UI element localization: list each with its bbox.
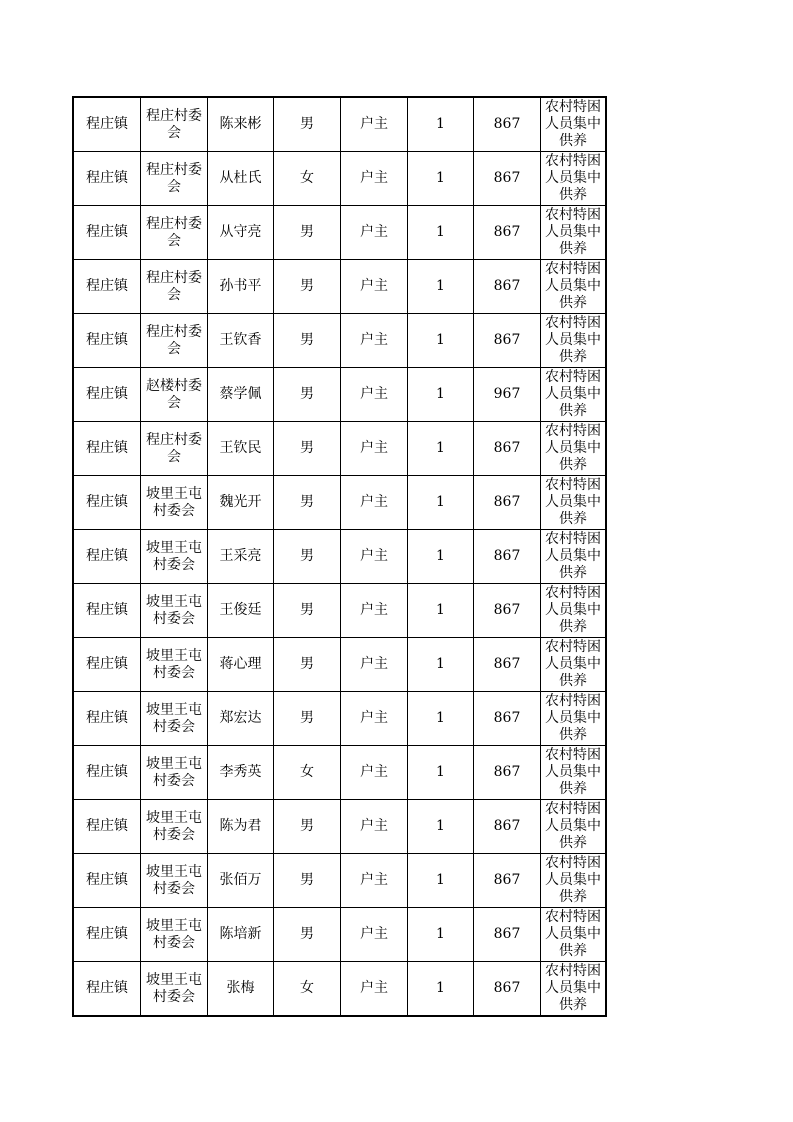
village-cell-text: 坡里王屯村委会 — [146, 809, 202, 843]
village-cell — [141, 422, 208, 476]
count-cell — [408, 692, 474, 746]
gender-cell-text: 男 — [300, 278, 314, 294]
village-cell-text: 坡里王屯村委会 — [146, 539, 202, 573]
town-cell-text: 程庄镇 — [86, 602, 128, 618]
name-cell — [208, 800, 274, 854]
count-cell — [408, 530, 474, 584]
relation-cell-text: 户主 — [360, 278, 388, 294]
village-cell-text: 程庄村委会 — [146, 107, 202, 141]
town-cell — [73, 584, 141, 638]
gender-cell-text: 男 — [300, 872, 314, 888]
count-cell — [408, 260, 474, 314]
gender-cell-text: 男 — [300, 224, 314, 240]
gender-cell — [274, 746, 341, 800]
name-cell — [208, 97, 274, 152]
village-cell — [141, 962, 208, 1017]
count-cell — [408, 638, 474, 692]
table-row — [73, 476, 606, 530]
village-cell-text: 程庄村委会 — [146, 161, 202, 195]
village-cell — [141, 746, 208, 800]
amount-cell — [474, 476, 541, 530]
table-row — [73, 746, 606, 800]
village-cell-text: 坡里王屯村委会 — [146, 971, 202, 1005]
amount-cell — [474, 422, 541, 476]
amount-cell-text: 867 — [493, 494, 521, 510]
amount-cell — [474, 800, 541, 854]
gender-cell-text: 男 — [300, 386, 314, 402]
gender-cell-text: 男 — [300, 116, 314, 132]
amount-cell-text: 867 — [493, 602, 521, 618]
town-cell-text: 程庄镇 — [86, 872, 128, 888]
village-cell — [141, 152, 208, 206]
assistance-type-cell-text: 农村特困人员集中供养 — [545, 639, 601, 689]
town-cell-text: 程庄镇 — [86, 818, 128, 834]
relation-cell — [341, 908, 408, 962]
town-cell-text: 程庄镇 — [86, 386, 128, 402]
assistance-type-cell-text: 农村特困人员集中供养 — [545, 801, 601, 851]
village-cell-text: 程庄村委会 — [146, 215, 202, 249]
table-row — [73, 692, 606, 746]
relation-cell-text: 户主 — [360, 548, 388, 564]
relation-cell-text: 户主 — [360, 602, 388, 618]
gender-cell — [274, 476, 341, 530]
count-cell-text: 1 — [436, 170, 445, 186]
town-cell-text: 程庄镇 — [86, 980, 128, 996]
town-cell — [73, 692, 141, 746]
count-cell — [408, 476, 474, 530]
town-cell-text: 程庄镇 — [86, 494, 128, 510]
table-row — [73, 638, 606, 692]
assistance-type-cell — [541, 97, 607, 152]
relation-cell — [341, 368, 408, 422]
village-cell — [141, 908, 208, 962]
table-row — [73, 206, 606, 260]
gender-cell — [274, 800, 341, 854]
assistance-type-cell-text: 农村特困人员集中供养 — [545, 369, 601, 419]
town-cell — [73, 152, 141, 206]
name-cell — [208, 152, 274, 206]
village-cell-text: 程庄村委会 — [146, 431, 202, 465]
assistance-type-cell — [541, 368, 607, 422]
assistance-type-cell — [541, 800, 607, 854]
amount-cell-text: 867 — [493, 224, 521, 240]
amount-cell-text: 867 — [493, 332, 521, 348]
amount-cell — [474, 260, 541, 314]
assistance-type-cell-text: 农村特困人员集中供养 — [545, 855, 601, 905]
relation-cell-text: 户主 — [360, 170, 388, 186]
count-cell-text: 1 — [436, 926, 445, 942]
name-cell — [208, 962, 274, 1017]
town-cell-text: 程庄镇 — [86, 116, 128, 132]
name-cell-text: 陈为君 — [219, 818, 262, 834]
assistance-type-cell — [541, 746, 607, 800]
village-cell-text: 坡里王屯村委会 — [146, 863, 202, 897]
table-row — [73, 854, 606, 908]
count-cell — [408, 206, 474, 260]
count-cell-text: 1 — [436, 494, 445, 510]
assistance-type-cell-text: 农村特困人员集中供养 — [545, 99, 601, 149]
village-cell-text: 程庄村委会 — [146, 269, 202, 303]
gender-cell — [274, 638, 341, 692]
name-cell-text: 从守亮 — [219, 224, 262, 240]
gender-cell — [274, 97, 341, 152]
town-cell-text: 程庄镇 — [86, 656, 128, 672]
count-cell-text: 1 — [436, 440, 445, 456]
town-cell-text: 程庄镇 — [86, 764, 128, 780]
relief-roster-table — [72, 96, 607, 1017]
amount-cell — [474, 962, 541, 1017]
count-cell — [408, 908, 474, 962]
assistance-type-cell — [541, 260, 607, 314]
amount-cell-text: 867 — [493, 116, 521, 132]
amount-cell-text: 867 — [493, 278, 521, 294]
gender-cell-text: 男 — [300, 602, 314, 618]
amount-cell-text: 867 — [493, 818, 521, 834]
table-row — [73, 368, 606, 422]
relation-cell — [341, 746, 408, 800]
gender-cell — [274, 260, 341, 314]
town-cell-text: 程庄镇 — [86, 278, 128, 294]
village-cell — [141, 584, 208, 638]
gender-cell — [274, 962, 341, 1017]
amount-cell — [474, 584, 541, 638]
name-cell-text: 蔡学佩 — [219, 386, 262, 402]
relation-cell — [341, 800, 408, 854]
name-cell — [208, 530, 274, 584]
amount-cell — [474, 206, 541, 260]
gender-cell — [274, 206, 341, 260]
relation-cell-text: 户主 — [360, 926, 388, 942]
gender-cell — [274, 152, 341, 206]
count-cell — [408, 800, 474, 854]
gender-cell-text: 男 — [300, 440, 314, 456]
town-cell-text: 程庄镇 — [86, 224, 128, 240]
amount-cell-text: 867 — [493, 170, 521, 186]
count-cell — [408, 584, 474, 638]
count-cell-text: 1 — [436, 656, 445, 672]
amount-cell-text: 867 — [493, 872, 521, 888]
amount-cell — [474, 638, 541, 692]
relation-cell-text: 户主 — [360, 764, 388, 780]
table-row — [73, 314, 606, 368]
assistance-type-cell — [541, 962, 607, 1017]
village-cell-text: 坡里王屯村委会 — [146, 647, 202, 681]
name-cell-text: 陈培新 — [219, 926, 262, 942]
relation-cell-text: 户主 — [360, 332, 388, 348]
gender-cell-text: 女 — [300, 170, 314, 186]
table-row — [73, 97, 606, 152]
count-cell-text: 1 — [436, 278, 445, 294]
name-cell — [208, 476, 274, 530]
amount-cell — [474, 692, 541, 746]
assistance-type-cell-text: 农村特困人员集中供养 — [545, 261, 601, 311]
assistance-type-cell — [541, 314, 607, 368]
assistance-type-cell-text: 农村特困人员集中供养 — [545, 477, 601, 527]
village-cell — [141, 260, 208, 314]
relation-cell-text: 户主 — [360, 818, 388, 834]
village-cell — [141, 314, 208, 368]
town-cell — [73, 746, 141, 800]
amount-cell — [474, 152, 541, 206]
relation-cell — [341, 206, 408, 260]
table-row — [73, 530, 606, 584]
relation-cell — [341, 97, 408, 152]
village-cell — [141, 368, 208, 422]
name-cell-text: 从杜氏 — [219, 170, 262, 186]
gender-cell-text: 男 — [300, 710, 314, 726]
village-cell-text: 坡里王屯村委会 — [146, 485, 202, 519]
assistance-type-cell — [541, 152, 607, 206]
name-cell-text: 魏光开 — [219, 494, 262, 510]
count-cell — [408, 422, 474, 476]
amount-cell-text: 867 — [493, 440, 521, 456]
name-cell-text: 王采亮 — [219, 548, 262, 564]
town-cell-text: 程庄镇 — [86, 926, 128, 942]
gender-cell-text: 男 — [300, 332, 314, 348]
amount-cell-text: 867 — [493, 656, 521, 672]
relation-cell — [341, 422, 408, 476]
assistance-type-cell — [541, 854, 607, 908]
assistance-type-cell-text: 农村特困人员集中供养 — [545, 207, 601, 257]
gender-cell — [274, 692, 341, 746]
name-cell-text: 王钦民 — [219, 440, 262, 456]
amount-cell-text: 867 — [493, 764, 521, 780]
town-cell — [73, 260, 141, 314]
relation-cell — [341, 638, 408, 692]
relation-cell-text: 户主 — [360, 386, 388, 402]
table-body — [73, 97, 606, 1016]
assistance-type-cell-text: 农村特困人员集中供养 — [545, 585, 601, 635]
name-cell — [208, 260, 274, 314]
amount-cell-text: 867 — [493, 980, 521, 996]
town-cell-text: 程庄镇 — [86, 548, 128, 564]
name-cell-text: 陈来彬 — [219, 116, 262, 132]
count-cell-text: 1 — [436, 386, 445, 402]
town-cell — [73, 368, 141, 422]
village-cell-text: 坡里王屯村委会 — [146, 593, 202, 627]
amount-cell-text: 867 — [493, 926, 521, 942]
amount-cell-text: 967 — [493, 386, 521, 402]
amount-cell — [474, 97, 541, 152]
town-cell — [73, 530, 141, 584]
village-cell — [141, 530, 208, 584]
assistance-type-cell — [541, 206, 607, 260]
name-cell — [208, 314, 274, 368]
gender-cell-text: 男 — [300, 656, 314, 672]
gender-cell-text: 女 — [300, 980, 314, 996]
relation-cell-text: 户主 — [360, 710, 388, 726]
assistance-type-cell — [541, 584, 607, 638]
table-row — [73, 152, 606, 206]
town-cell-text: 程庄镇 — [86, 332, 128, 348]
assistance-type-cell — [541, 476, 607, 530]
count-cell-text: 1 — [436, 116, 445, 132]
count-cell — [408, 962, 474, 1017]
amount-cell — [474, 746, 541, 800]
assistance-type-cell — [541, 908, 607, 962]
name-cell — [208, 746, 274, 800]
town-cell — [73, 854, 141, 908]
village-cell-text: 程庄村委会 — [146, 323, 202, 357]
count-cell-text: 1 — [436, 764, 445, 780]
assistance-type-cell-text: 农村特困人员集中供养 — [545, 531, 601, 581]
town-cell — [73, 962, 141, 1017]
name-cell-text: 李秀英 — [219, 764, 262, 780]
count-cell — [408, 152, 474, 206]
table-row — [73, 962, 606, 1017]
table-row — [73, 908, 606, 962]
relation-cell-text: 户主 — [360, 656, 388, 672]
amount-cell — [474, 908, 541, 962]
village-cell — [141, 476, 208, 530]
amount-cell — [474, 854, 541, 908]
gender-cell — [274, 584, 341, 638]
count-cell — [408, 746, 474, 800]
assistance-type-cell — [541, 530, 607, 584]
assistance-type-cell-text: 农村特困人员集中供养 — [545, 693, 601, 743]
village-cell-text: 坡里王屯村委会 — [146, 755, 202, 789]
relation-cell — [341, 314, 408, 368]
village-cell — [141, 800, 208, 854]
town-cell — [73, 638, 141, 692]
assistance-type-cell-text: 农村特困人员集中供养 — [545, 423, 601, 473]
assistance-type-cell-text: 农村特困人员集中供养 — [545, 315, 601, 365]
town-cell — [73, 97, 141, 152]
amount-cell-text: 867 — [493, 710, 521, 726]
name-cell-text: 张佰万 — [219, 872, 262, 888]
gender-cell-text: 男 — [300, 548, 314, 564]
assistance-type-cell-text: 农村特困人员集中供养 — [545, 963, 601, 1013]
relation-cell — [341, 854, 408, 908]
name-cell-text: 王钦香 — [219, 332, 262, 348]
relation-cell-text: 户主 — [360, 224, 388, 240]
relation-cell — [341, 260, 408, 314]
relation-cell — [341, 476, 408, 530]
village-cell — [141, 638, 208, 692]
count-cell — [408, 314, 474, 368]
amount-cell — [474, 530, 541, 584]
village-cell — [141, 206, 208, 260]
amount-cell — [474, 314, 541, 368]
town-cell — [73, 476, 141, 530]
assistance-type-cell-text: 农村特困人员集中供养 — [545, 153, 601, 203]
village-cell-text: 坡里王屯村委会 — [146, 701, 202, 735]
gender-cell-text: 男 — [300, 494, 314, 510]
count-cell-text: 1 — [436, 980, 445, 996]
town-cell — [73, 908, 141, 962]
table-row — [73, 800, 606, 854]
name-cell-text: 蒋心理 — [219, 656, 262, 672]
relation-cell-text: 户主 — [360, 494, 388, 510]
assistance-type-cell-text: 农村特困人员集中供养 — [545, 909, 601, 959]
relation-cell — [341, 530, 408, 584]
count-cell — [408, 97, 474, 152]
village-cell-text: 赵楼村委会 — [146, 377, 202, 411]
gender-cell-text: 男 — [300, 926, 314, 942]
town-cell — [73, 422, 141, 476]
table-row — [73, 422, 606, 476]
assistance-type-cell — [541, 692, 607, 746]
gender-cell — [274, 908, 341, 962]
assistance-type-cell — [541, 638, 607, 692]
village-cell-text: 坡里王屯村委会 — [146, 917, 202, 951]
name-cell-text: 张梅 — [226, 980, 255, 996]
relation-cell-text: 户主 — [360, 980, 388, 996]
count-cell-text: 1 — [436, 602, 445, 618]
name-cell — [208, 692, 274, 746]
relation-cell — [341, 692, 408, 746]
name-cell — [208, 854, 274, 908]
assistance-type-cell — [541, 422, 607, 476]
name-cell — [208, 584, 274, 638]
table-row — [73, 584, 606, 638]
gender-cell-text: 女 — [300, 764, 314, 780]
town-cell — [73, 800, 141, 854]
relation-cell-text: 户主 — [360, 116, 388, 132]
relation-cell — [341, 584, 408, 638]
count-cell-text: 1 — [436, 224, 445, 240]
name-cell-text: 孙书平 — [219, 278, 262, 294]
amount-cell-text: 867 — [493, 548, 521, 564]
gender-cell — [274, 368, 341, 422]
relation-cell — [341, 962, 408, 1017]
count-cell-text: 1 — [436, 710, 445, 726]
name-cell — [208, 206, 274, 260]
count-cell-text: 1 — [436, 872, 445, 888]
town-cell — [73, 314, 141, 368]
table-row — [73, 260, 606, 314]
gender-cell — [274, 854, 341, 908]
village-cell — [141, 97, 208, 152]
gender-cell — [274, 314, 341, 368]
town-cell-text: 程庄镇 — [86, 170, 128, 186]
count-cell-text: 1 — [436, 548, 445, 564]
town-cell-text: 程庄镇 — [86, 440, 128, 456]
amount-cell — [474, 368, 541, 422]
gender-cell-text: 男 — [300, 818, 314, 834]
count-cell — [408, 854, 474, 908]
relation-cell-text: 户主 — [360, 872, 388, 888]
village-cell — [141, 854, 208, 908]
assistance-type-cell-text: 农村特困人员集中供养 — [545, 747, 601, 797]
village-cell — [141, 692, 208, 746]
name-cell — [208, 368, 274, 422]
gender-cell — [274, 422, 341, 476]
count-cell-text: 1 — [436, 332, 445, 348]
count-cell — [408, 368, 474, 422]
name-cell-text: 郑宏达 — [219, 710, 262, 726]
name-cell — [208, 422, 274, 476]
count-cell-text: 1 — [436, 818, 445, 834]
town-cell-text: 程庄镇 — [86, 710, 128, 726]
name-cell — [208, 638, 274, 692]
relation-cell — [341, 152, 408, 206]
relation-cell-text: 户主 — [360, 440, 388, 456]
name-cell — [208, 908, 274, 962]
gender-cell — [274, 530, 341, 584]
name-cell-text: 王俊廷 — [219, 602, 262, 618]
town-cell — [73, 206, 141, 260]
